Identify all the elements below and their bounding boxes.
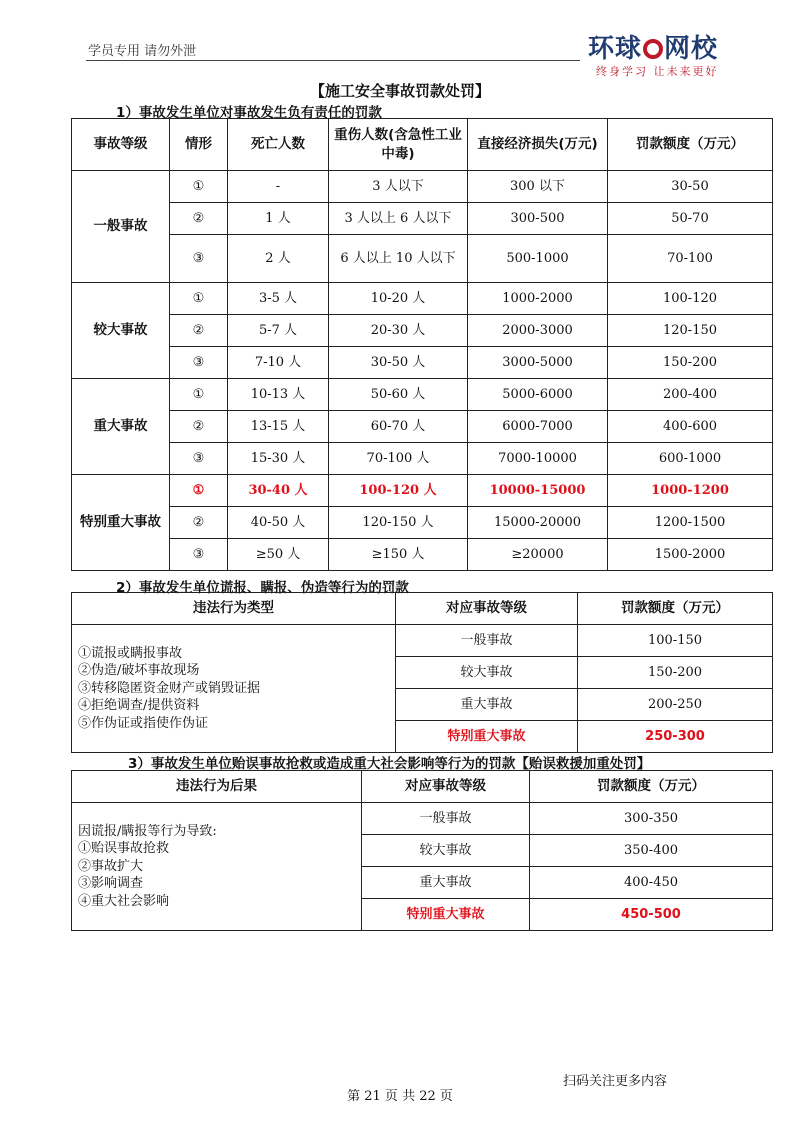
table-cell: 50-60 人 bbox=[329, 379, 468, 411]
section3-heading: 3）事故发生单位贻误事故抢救或造成重大社会影响等行为的罚款【贻误救援加重处罚】 bbox=[128, 756, 651, 772]
col-header: 罚款额度（万元） bbox=[608, 119, 773, 171]
table-cell: 10-13 人 bbox=[228, 379, 329, 411]
table-row bbox=[72, 171, 773, 203]
table-row bbox=[72, 539, 773, 571]
behavior-item: ④拒绝调查/提供资料 bbox=[78, 698, 200, 714]
table-cell: 200-250 bbox=[578, 689, 773, 721]
table-cell: 特别重大事故 bbox=[396, 721, 578, 753]
table-cell: 30-40 人 bbox=[228, 475, 329, 507]
page-title: 【施工安全事故罚款处罚】 bbox=[309, 82, 490, 100]
header-text: 学员专用 请勿外泄 bbox=[88, 44, 197, 59]
table-cell: 2000-3000 bbox=[468, 315, 608, 347]
table-cell: 70-100 bbox=[608, 235, 773, 283]
table-cell: 300-500 bbox=[468, 203, 608, 235]
table-cell: ③ bbox=[170, 235, 228, 283]
table-cell: 30-50 人 bbox=[329, 347, 468, 379]
table-cell: 120-150 bbox=[608, 315, 773, 347]
table-cell: 3-5 人 bbox=[228, 283, 329, 315]
table-cell: 50-70 bbox=[608, 203, 773, 235]
table-cell: 10000-15000 bbox=[468, 475, 608, 507]
behavior-item: ②伪造/破坏事故现场 bbox=[78, 663, 200, 679]
col-header: 罚款额度（万元） bbox=[530, 771, 773, 803]
table-cell: - bbox=[228, 171, 329, 203]
table-cell: 70-100 人 bbox=[329, 443, 468, 475]
table-row bbox=[72, 411, 773, 443]
page-number: 第 21 页 共 22 页 bbox=[347, 1089, 453, 1104]
table-row bbox=[72, 203, 773, 235]
table-cell: 较大事故 bbox=[362, 835, 530, 867]
table-cell: 20-30 人 bbox=[329, 315, 468, 347]
col-header: 违法行为类型 bbox=[72, 593, 396, 625]
behavior-item: ①谎报或瞒报事故 bbox=[78, 645, 183, 661]
header-divider bbox=[86, 60, 580, 61]
table-cell: 400-450 bbox=[530, 867, 773, 899]
table-header-row bbox=[72, 119, 773, 171]
col-header: 情形 bbox=[170, 119, 228, 171]
footer-qr-note: 扫码关注更多内容 bbox=[563, 1074, 668, 1089]
table-cell: ② bbox=[170, 315, 228, 347]
table-cell: 7-10 人 bbox=[228, 347, 329, 379]
table-cell: ② bbox=[170, 411, 228, 443]
consequence-item: ③影响调查 bbox=[78, 876, 144, 892]
table-cell: 150-200 bbox=[578, 657, 773, 689]
behavior-item: ⑤作伪证或指使作伪证 bbox=[78, 715, 209, 731]
level-cell: 重大事故 bbox=[72, 379, 170, 475]
table-cell: 13-15 人 bbox=[228, 411, 329, 443]
consequence-item: ②事故扩大 bbox=[78, 858, 144, 874]
table-cell: ② bbox=[170, 203, 228, 235]
table-cell: 600-1000 bbox=[608, 443, 773, 475]
table-cell: 300-350 bbox=[530, 803, 773, 835]
table-cell: 15000-20000 bbox=[468, 507, 608, 539]
level-cell: 较大事故 bbox=[72, 283, 170, 379]
table-cell: 100-150 bbox=[578, 625, 773, 657]
table-cell: 350-400 bbox=[530, 835, 773, 867]
col-header: 对应事故等级 bbox=[362, 771, 530, 803]
table-cell: ③ bbox=[170, 347, 228, 379]
table-cell: 特别重大事故 bbox=[362, 899, 530, 931]
table-cell: 3 人以上 6 人以下 bbox=[329, 203, 468, 235]
table-cell: 1000-1200 bbox=[608, 475, 773, 507]
col-header: 重伤人数(含急性工业中毒) bbox=[329, 119, 468, 171]
table-cell: 7000-10000 bbox=[468, 443, 608, 475]
table-cell: 1 人 bbox=[228, 203, 329, 235]
table-cell: 400-600 bbox=[608, 411, 773, 443]
logo-slogan: 终身学习 让未来更好 bbox=[596, 65, 719, 78]
col-header: 事故等级 bbox=[72, 119, 170, 171]
table-cell: 5000-6000 bbox=[468, 379, 608, 411]
table-cell: ≥150 人 bbox=[329, 539, 468, 571]
consequence-item: ④重大社会影响 bbox=[78, 893, 170, 909]
table-cell: 1000-2000 bbox=[468, 283, 608, 315]
table-cell: 2 人 bbox=[228, 235, 329, 283]
table-cell: 500-1000 bbox=[468, 235, 608, 283]
logo-wordmark bbox=[588, 28, 738, 65]
table-cell: ≥50 人 bbox=[228, 539, 329, 571]
table-cell: 100-120 人 bbox=[329, 475, 468, 507]
table-cell: ③ bbox=[170, 539, 228, 571]
table-row bbox=[72, 283, 773, 315]
consequence-item: ①贻误事故抢救 bbox=[78, 841, 170, 857]
table-row bbox=[72, 475, 773, 507]
table-cell: ① bbox=[170, 379, 228, 411]
table-cell: 6 人以上 10 人以下 bbox=[329, 235, 468, 283]
table-cell: 5-7 人 bbox=[228, 315, 329, 347]
table-cell: 450-500 bbox=[530, 899, 773, 931]
col-header: 罚款额度（万元） bbox=[578, 593, 773, 625]
table-row bbox=[72, 235, 773, 283]
logo-prefix: 环球 bbox=[588, 34, 643, 64]
table-cell: 40-50 人 bbox=[228, 507, 329, 539]
consequence-list-cell bbox=[72, 803, 362, 931]
table-cell: 重大事故 bbox=[396, 689, 578, 721]
logo-suffix: 网校 bbox=[664, 34, 719, 64]
table-cell: 120-150 人 bbox=[329, 507, 468, 539]
section2-table bbox=[71, 592, 773, 753]
table-row bbox=[72, 507, 773, 539]
table-row bbox=[72, 625, 773, 657]
table-row bbox=[72, 379, 773, 411]
col-header: 对应事故等级 bbox=[396, 593, 578, 625]
table-cell: 150-200 bbox=[608, 347, 773, 379]
section1-table bbox=[71, 118, 773, 571]
table-header-row bbox=[72, 771, 773, 803]
table-cell: 250-300 bbox=[578, 721, 773, 753]
level-cell: 一般事故 bbox=[72, 171, 170, 283]
col-header: 直接经济损失(万元) bbox=[468, 119, 608, 171]
table-cell: ① bbox=[170, 171, 228, 203]
table-cell: 3 人以下 bbox=[329, 171, 468, 203]
table-cell: ③ bbox=[170, 443, 228, 475]
table-cell: 10-20 人 bbox=[329, 283, 468, 315]
table-cell: 15-30 人 bbox=[228, 443, 329, 475]
table-row bbox=[72, 347, 773, 379]
table-cell: ① bbox=[170, 475, 228, 507]
table-cell: 300 以下 bbox=[468, 171, 608, 203]
table-cell: ≥20000 bbox=[468, 539, 608, 571]
table-row bbox=[72, 443, 773, 475]
table-cell: 3000-5000 bbox=[468, 347, 608, 379]
table-cell: 30-50 bbox=[608, 171, 773, 203]
table-header-row bbox=[72, 593, 773, 625]
table-cell: 重大事故 bbox=[362, 867, 530, 899]
level-cell: 特别重大事故 bbox=[72, 475, 170, 571]
table-cell: 1500-2000 bbox=[608, 539, 773, 571]
section1-heading: 1）事故发生单位对事故发生负有责任的罚款 bbox=[116, 105, 382, 121]
logo-ring-icon bbox=[643, 39, 663, 59]
section3-table bbox=[71, 770, 773, 931]
table-cell: ② bbox=[170, 507, 228, 539]
table-cell: 1200-1500 bbox=[608, 507, 773, 539]
table-cell: 较大事故 bbox=[396, 657, 578, 689]
brand-logo bbox=[588, 28, 738, 84]
table-cell: 60-70 人 bbox=[329, 411, 468, 443]
consequence-intro: 因谎报/瞒报等行为导致: bbox=[78, 823, 217, 839]
col-header: 违法行为后果 bbox=[72, 771, 362, 803]
table-row bbox=[72, 315, 773, 347]
behavior-list-cell bbox=[72, 625, 396, 753]
table-cell: 200-400 bbox=[608, 379, 773, 411]
table-row bbox=[72, 803, 773, 835]
table-cell: 6000-7000 bbox=[468, 411, 608, 443]
table-cell: ① bbox=[170, 283, 228, 315]
table-cell: 一般事故 bbox=[362, 803, 530, 835]
table-cell: 一般事故 bbox=[396, 625, 578, 657]
table-cell: 100-120 bbox=[608, 283, 773, 315]
behavior-item: ③转移隐匿资金财产或销毁证据 bbox=[78, 680, 261, 696]
section2-heading: 2）事故发生单位谎报、瞒报、伪造等行为的罚款 bbox=[116, 580, 409, 596]
col-header: 死亡人数 bbox=[228, 119, 329, 171]
